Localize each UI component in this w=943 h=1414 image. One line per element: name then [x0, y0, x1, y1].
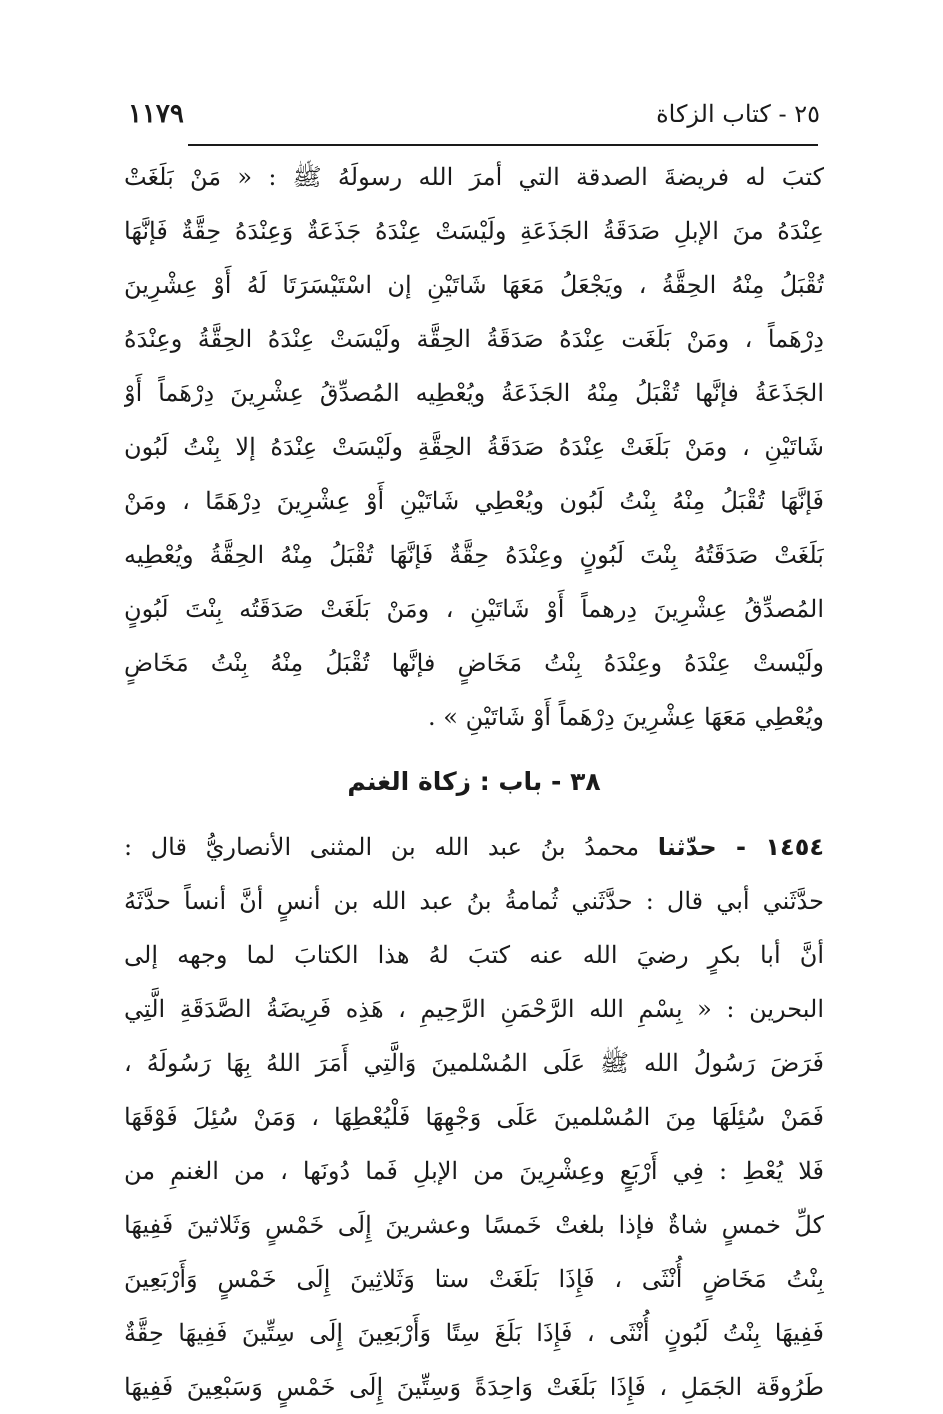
text-line: فَرَضَ رَسُولُ الله ﷺ عَلَى المُسْلمينَ وَالَّتِي أَمَرَ اللهُ بِهَا رَسُولَهُ ،	[124, 1049, 824, 1077]
text-line: فَإنَّهَا تُقْبَلُ مِنْهُ بِنْتُ لَبُون ويُعْطِي شَاتَيْنِ أَوْ عِشْرِينَ دِرْهَمًا ، ومَنْ	[124, 487, 824, 515]
text-line: الجَذَعَةُ فإنَّها تُقْبَلُ مِنْهُ الجَذَعَةُ ويُعْطِيه المُصدِّقُ عِشْرِينَ دِرْهَماً أَوْ	[124, 379, 824, 407]
text-line: حدَّثَني أبي قال : حدَّثَني ثُمامةُ بنُ عبد الله بن أنسٍ أنَّ أنساً حدَّثَهُ	[124, 887, 824, 915]
running-title: ٢٥ - كتاب الزكاة	[656, 100, 820, 128]
text-line: شَاتَيْنِ ، ومَنْ بَلَغَتْ عِنْدَهُ صَدَقَةُ الحِقَّةِ ولَيْسَتْ عِنْدَهُ إلا بِنْتُ لَبُون	[124, 433, 824, 461]
hadith-number: ١٤٥٤ - حدّثنا	[657, 833, 824, 861]
chapter-heading: ٣٨ - باب : زكاة الغنم	[347, 767, 601, 796]
page-header	[128, 94, 820, 134]
text-line: بِنْتُ مَخَاضٍ أُنْثَى ، فَإِذَا بَلَغَتْ ستا وَثَلاثِينَ إِلَى خَمْسٍ وَأَرْبَعِينَ	[124, 1265, 824, 1293]
text-line: كلِّ خمسٍ شاةٌ فإذا بلغتْ خَمسًا وعشرينَ إِلَى خَمْسٍ وَثَلاثينَ فَفِيهَا	[124, 1211, 824, 1239]
text-line: فَمَنْ سُئِلَهَا مِنَ المُسْلمينَ عَلَى وَجْهِهَا فَلْيُعْطِهَا ، وَمَنْ سُئِلَ فَوْقَهَا	[124, 1103, 824, 1131]
text-line: ولَيْستْ عِنْدَهُ وعِنْدَهُ بِنْتُ مَخَاضٍ فإنَّها تُقْبَلُ مِنْهُ بِنْتُ مَخَاضٍ	[124, 649, 824, 677]
text-line: المُصدِّقُ عِشْرِينَ دِرهماً أَوْ شَاتَيْنِ ، ومَنْ بَلَغَتْ صَدَقَتُه بِنْتَ لَبُونٍ	[124, 595, 824, 623]
text-line: عِنْدَهُ منَ الإبلِ صَدَقَةُ الجَذَعَةِ ولَيْسَتْ عِنْدَهُ جَذَعَةٌ وَعِنْدَهُ حِقَّةٌ فَإنَّهَا	[124, 217, 824, 245]
main-text	[124, 150, 824, 1414]
text-line: طَرُوقَة الجَمَلِ ، فَإِذَا بَلَغَتْ وَاحِدَةً وَسِتِّينَ إِلَى خَمْسٍ وَسَبْعِينَ فَفِيهَا	[124, 1373, 824, 1401]
page-number: ١١٧٩	[128, 99, 184, 129]
text-line: بَلَغَتْ صَدَقَتُهُ بِنْتَ لَبُونٍ وعِنْدَهُ حِقَّةٌ فَإنَّهَا تُقْبَلُ مِنْهُ الحِقَّةُ ويُعْطِيه	[124, 541, 824, 569]
text-line: أنَّ أبا بكرٍ رضيَ الله عنه كتبَ لهُ هذا الكتابَ لما وجهه إلى	[124, 941, 824, 969]
text-line: فَفِيهَا بِنْتُ لَبُونٍ أُنْثَى ، فَإِذَا بَلَغَ سِتًا وَأَرْبَعِينَ إِلَى سِتِّينَ فَفِيهَا حِقَّةٌ	[124, 1319, 824, 1347]
text-line: البحرين : « بِسْمِ الله الرَّحْمَنِ الرَّحِيمِ ، هَذِه فَرِيضَةُ الصَّدَقَةِ الَّتِي	[124, 995, 824, 1023]
header-rule	[188, 144, 818, 146]
text-line: فَلا يُعْطِ : فِي أَرْبَعٍ وعِشْرِينَ من الإبلِ فَما دُونَها ، من الغنمِ من	[124, 1157, 824, 1185]
hadith-opening-line	[124, 820, 824, 874]
text-line: تُقْبَلُ مِنْهُ الحِقَّةُ ، ويَجْعَلُ مَعَهَا شَاتَيْنِ إن اسْتَيْسَرَتَا لَهُ أَوْ عِشْرِينَ	[124, 271, 824, 299]
text-line: كتبَ له فريضةَ الصدقة التي أمرَ الله رسولَهُ ﷺ : « مَنْ بَلَغَتْ	[124, 163, 824, 191]
text-line: دِرْهَماً ، ومَنْ بَلَغَت عِنْدَهُ صَدَقَةُ الحِقَّة ولَيْسَتْ عِنْدَهُ الحِقَّةُ وعِنْدَهُ	[124, 325, 824, 353]
hadith-opening-text: محمدُ بنُ عبد الله بن المثنى الأنصاريُّ قال :	[124, 833, 658, 861]
text-line: ويُعْطِي مَعَهَا عِشْرِينَ دِرْهَماً أَوْ شَاتَيْنِ » .	[428, 703, 824, 731]
